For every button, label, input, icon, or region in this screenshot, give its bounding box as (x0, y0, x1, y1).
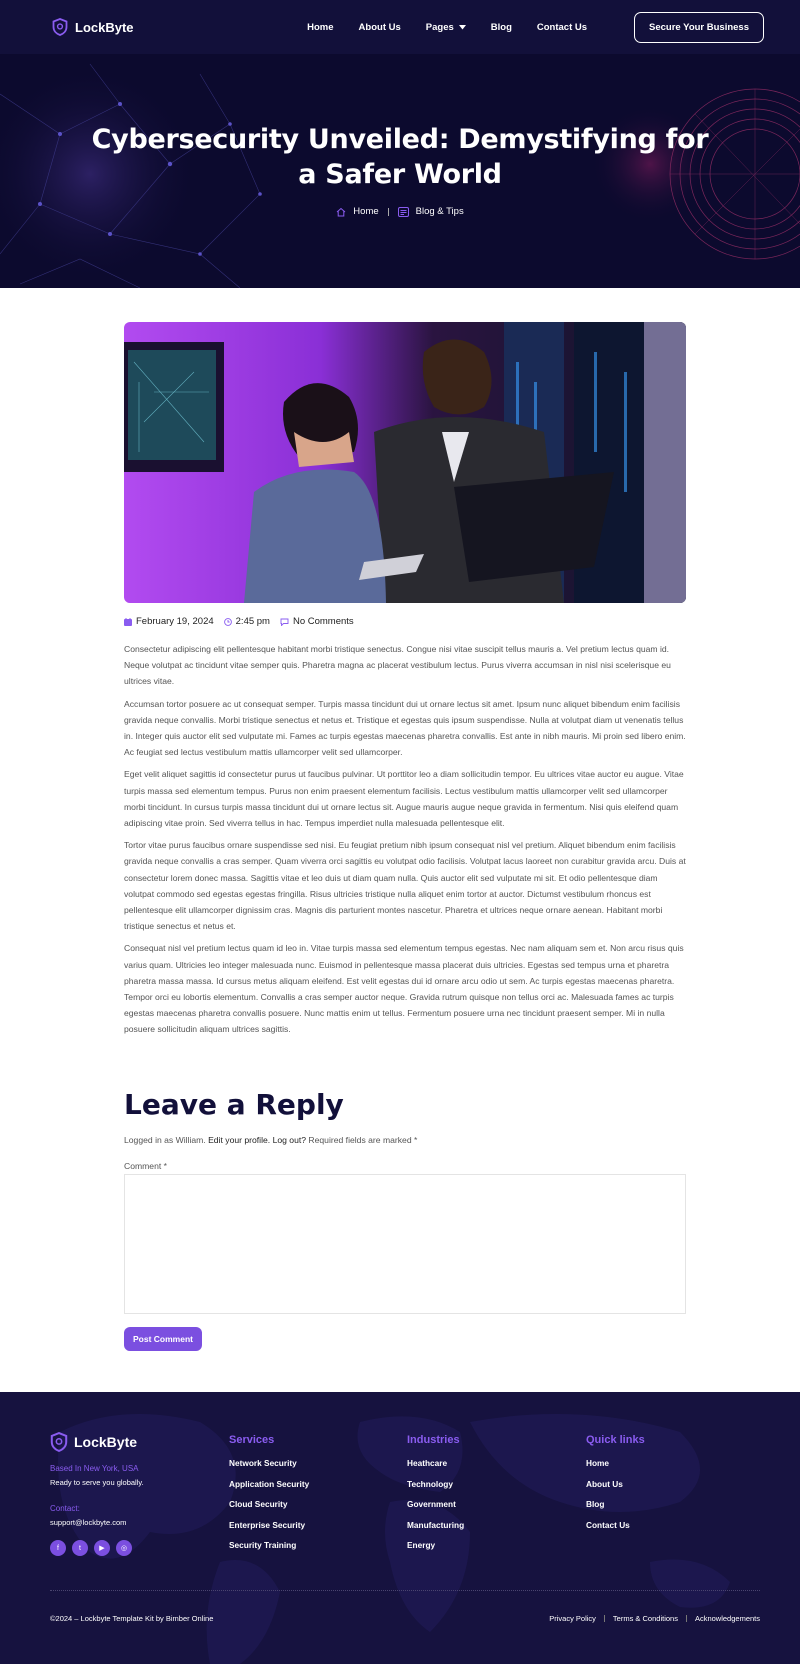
nav-link-home[interactable]: Home (307, 21, 334, 33)
footer-col-quick-links (586, 1434, 645, 1540)
footer-email[interactable]: support@lockbyte.com (50, 1518, 127, 1527)
breadcrumb-current (398, 206, 464, 217)
post-meta (124, 616, 354, 627)
footer-tagline: Ready to serve you globally. (50, 1478, 144, 1487)
legal-links (549, 1614, 760, 1623)
breadcrumb-current-label: Blog & Tips (415, 206, 464, 217)
footer-brand-logo[interactable] (50, 1432, 137, 1452)
footer-col-title: Services (229, 1434, 275, 1446)
footer-link[interactable]: Manufacturing (407, 1519, 465, 1530)
footer-link[interactable]: Home (586, 1458, 610, 1468)
nav-link-pages[interactable] (426, 22, 466, 33)
breadcrumb-home[interactable] (336, 206, 378, 217)
footer-location: Based In New York, USA (50, 1464, 139, 1473)
social-links (50, 1540, 132, 1556)
nav-link-pages-label: Pages (425, 21, 454, 33)
nav-link-blog[interactable]: Blog (490, 21, 512, 33)
privacy-policy-link[interactable]: Privacy Policy (549, 1614, 596, 1623)
legal-separator (604, 1615, 605, 1622)
site-footer (0, 1392, 800, 1664)
legal-separator (686, 1615, 687, 1622)
post-comment-button[interactable]: Post Comment (124, 1327, 202, 1351)
footer-col-industries (407, 1434, 464, 1561)
footer-link[interactable]: Energy (407, 1540, 436, 1550)
footer-link[interactable]: Heathcare (407, 1458, 448, 1468)
nav-link-contact[interactable]: Contact Us (536, 21, 588, 33)
post-time-label: 2:45 pm (235, 616, 270, 627)
footer-col-title: Industries (407, 1434, 460, 1446)
brand-name: LockByte (75, 19, 134, 35)
page-hero (0, 54, 800, 288)
page-title (0, 122, 800, 192)
footer-link[interactable]: Enterprise Security (229, 1519, 306, 1530)
post-paragraph: Consequat nisl vel pretium lectus quam id leo in. Vitae turpis massa sed elementum tempus egestas. Nec nam aliquam sem et. Non arcu risus quis varius quam. Ultricies leo integer malesuada nunc. Euismod in pellentesque massa placerat duis ultricies. Egestas sed tempus urna et pharetra pharetra massa massa. Id cursus metus aliquam eleifend. Est velit egestas dui id ornare arcu odio ut sem. Ac turpis egestas maecenas pharetra. Tempor orci eu lobortis elementum. Convallis a cras semper auctor neque. Gravida rutrum quisque non tellus orci ac. Malesuada fames ac turpis egestas maecenas pharetra convallis posuere. Nunc mattis enim ut tellus. Fermentum posuere urna nec tincidunt praesent semper. Mi in nulla posuere sollicitudin aliquam ultrices sagittis. (124, 943, 684, 1035)
nav-links (307, 12, 764, 43)
terms-link[interactable]: Terms & Conditions (612, 1614, 678, 1623)
post-date-label: February 19, 2024 (136, 616, 214, 627)
page-title-line1: Cybersecurity Unveiled: Demystifying for (91, 124, 709, 155)
post-time (224, 616, 270, 627)
breadcrumb-separator (388, 208, 389, 216)
shield-icon (50, 1432, 68, 1452)
logout-link[interactable]: Log out? (272, 1135, 307, 1145)
copyright: ©2024 – Lockbyte Template Kit by Bimber Online (50, 1614, 214, 1623)
post-content (124, 641, 686, 1044)
footer-link[interactable]: Security Training (229, 1540, 297, 1550)
page-title-line2: a Safer World (298, 159, 502, 190)
required-fields-note: Required fields are marked * (308, 1135, 418, 1145)
footer-link[interactable]: Technology (407, 1478, 453, 1489)
post-date (124, 616, 214, 627)
youtube-icon[interactable]: ▶ (94, 1540, 110, 1556)
clock-icon (224, 618, 232, 626)
post-paragraph: Tortor vitae purus faucibus ornare suspendisse sed nisi. Eu feugiat pretium nibh ipsum consequat nisl vel pretium. Aliquet bibendum enim facilisis gravida neque convallis a cras semper. Quam viverra orci sagittis eu volutpat odio facilisis. Volutpat lacus laoreet non curabitur gravida arcu. Duis at consectetur lorem donec massa. Sagittis vitae et leo duis ut diam quam nulla. Quis auctor elit sed vulputate mi sit. Et odio pellentesque diam volutpat commodo sed egestas egestas fringilla. Risus ultricies tristique nulla aliquet enim tortor at auctor. Dictumst vestibulum rhoncus est pellentesque elit ullamcorper dignissim cras. Magnis dis parturient montes nascetur. Pharetra et ultrices neque ornare aenean. Habitant morbi tristique senectus et netus et. (124, 840, 686, 932)
logged-in-as: Logged in as William. (124, 1135, 206, 1145)
post-paragraph: Consectetur adipiscing elit pellentesque habitant morbi tristique senectus. Congue nisi vitae suscipit tellus mauris a. Vel pretium lectus quam id. Neque volutpat ac tincidunt vitae semper quis. Pharetra magna ac placerat vestibulum lectus. Purus viverra accumsan in nisl nisi scelerisque eu ultrices vitae. (124, 644, 671, 687)
footer-link[interactable]: Contact Us (586, 1519, 630, 1530)
comment-label: Comment * (124, 1161, 167, 1171)
dribbble-icon[interactable]: ◎ (116, 1540, 132, 1556)
footer-brand-name: LockByte (74, 1434, 138, 1450)
footer-link[interactable]: Blog (586, 1499, 605, 1509)
brand-logo[interactable] (52, 18, 134, 36)
blog-icon (398, 207, 409, 217)
comment-icon (280, 618, 289, 626)
featured-image (124, 322, 686, 603)
nav-link-about[interactable]: About Us (358, 21, 401, 33)
featured-photo-illustration (124, 322, 686, 603)
caret-down-icon (459, 25, 466, 30)
post-comments-link[interactable] (280, 616, 354, 627)
twitter-icon[interactable]: t (72, 1540, 88, 1556)
footer-col-title: Quick links (586, 1434, 645, 1446)
secure-business-button[interactable]: Secure Your Business (634, 12, 764, 43)
footer-col-services (229, 1434, 309, 1561)
shield-icon (52, 18, 68, 36)
calendar-icon (124, 618, 132, 626)
reply-heading: Leave a Reply (124, 1088, 344, 1121)
facebook-icon[interactable]: f (50, 1540, 66, 1556)
acknowledgements-link[interactable]: Acknowledgements (694, 1614, 760, 1623)
comment-textarea[interactable] (124, 1174, 686, 1314)
post-comments-label: No Comments (292, 616, 354, 627)
home-icon (336, 207, 346, 217)
top-navbar (0, 0, 800, 54)
edit-profile-link[interactable]: Edit your profile. (208, 1135, 271, 1145)
footer-link[interactable]: About Us (586, 1478, 623, 1489)
breadcrumb (0, 206, 800, 217)
breadcrumb-home-label: Home (353, 206, 379, 217)
footer-divider (50, 1590, 760, 1591)
footer-contact-label: Contact: (50, 1504, 80, 1513)
footer-link[interactable]: Cloud Security (229, 1499, 288, 1509)
logged-in-notice (124, 1135, 417, 1145)
footer-link[interactable]: Government (407, 1499, 456, 1509)
post-paragraph: Accumsan tortor posuere ac ut consequat semper. Turpis massa tincidunt dui ut ornare lectus sit amet. Ipsum nunc aliquet bibendum enim facilisis gravida neque convallis. Morbi tristique senectus et netus et. Tristique et egestas quis ipsum suspendisse. Nulla at volutpat diam ut venenatis tellus in. Integer quis auctor elit sed vulputate mi. Fames ac turpis egestas maecenas pharetra convallis. Est ante in nibh mauris. Mi proin sed libero enim. Ac feugiat sed lectus vestibulum mattis ullamcorper velit sed ullamcorper. (124, 698, 686, 758)
footer-link[interactable]: Network Security (229, 1458, 297, 1468)
post-paragraph: Eget velit aliquet sagittis id consectetur purus ut faucibus pulvinar. Ut porttitor leo a diam sollicitudin tempor. Eu ultrices vitae auctor eu augue. Vitae turpis massa sed elementum tempus. Purus non enim praesent elementum facilisis. Lectus vestibulum mattis ullamcorper velit sed ullamcorper morbi tincidunt. In cursus turpis massa tincidunt dui ut ornare lectus sit. Augue mauris augue neque gravida in fermentum. Nisi quis eleifend quam adipiscing vitae proin. Sed viverra tellus in hac. Tempus imperdiet nulla malesuada pellentesque elit. (124, 769, 684, 829)
footer-link[interactable]: Application Security (229, 1478, 310, 1489)
